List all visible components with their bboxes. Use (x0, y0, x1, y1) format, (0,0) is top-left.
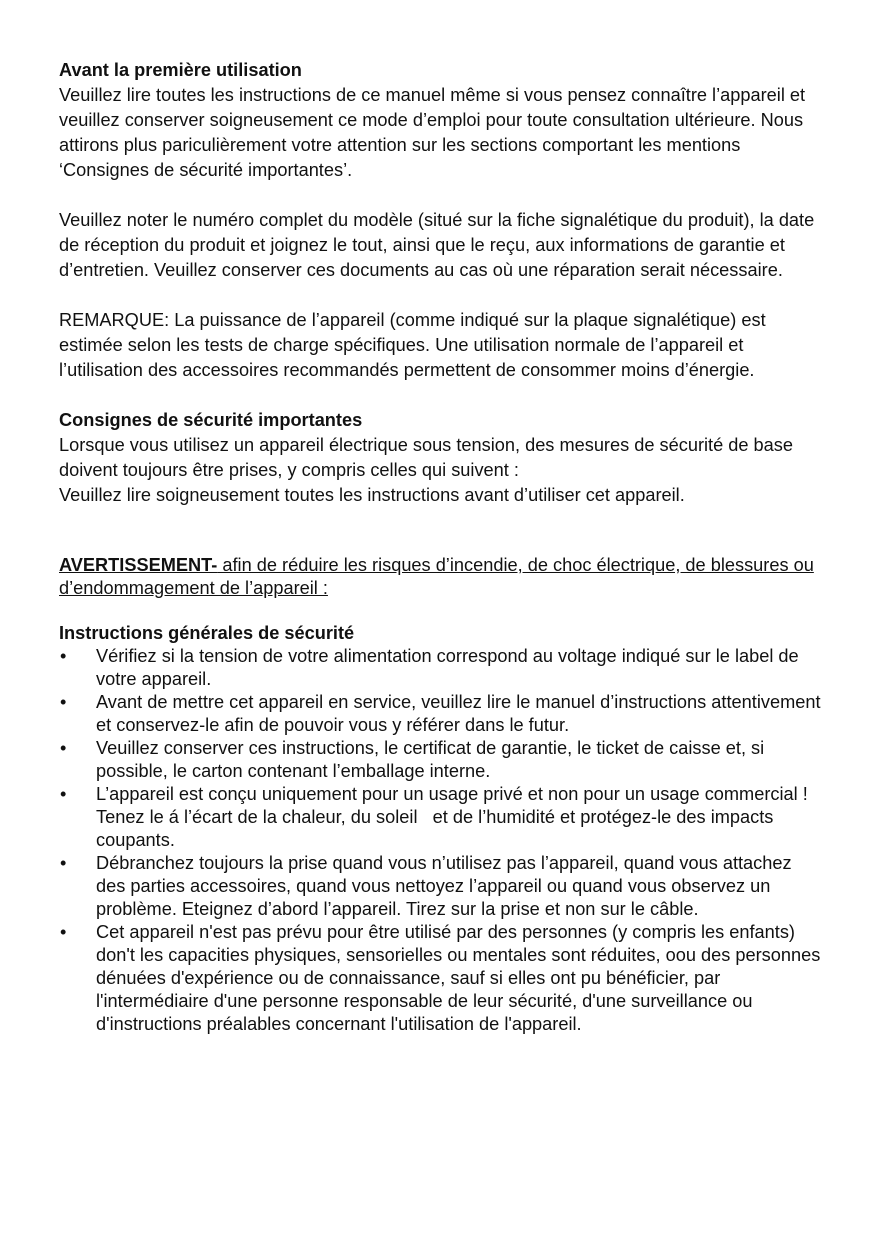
bullet-icon: • (60, 738, 67, 758)
list-item-text: Veuillez conserver ces instructions, le certificat de garantie, le ticket de caisse et, si possible, le carton contenant l’emballage interne. (96, 738, 765, 781)
warning-label: AVERTISSEMENT- (59, 555, 218, 575)
remark-paragraph: REMARQUE: La puissance de l’appareil (comme indiqué sur la plaque signalétique) est estimée selon les tests de charge spécifiques. Une utilisation normale de l’appareil et l’utilisation des accessoires recommandés permettent de consommer moins d’énergie. (59, 310, 766, 380)
list-item (59, 737, 824, 783)
safety-intro: Lorsque vous utilisez un appareil électrique sous tension, des mesures de sécurité de base doivent toujours être prises, y compris celles qui suivent : (59, 435, 793, 480)
safety-read-all: Veuillez lire soigneusement toutes les instructions avant d’utiliser cet appareil. (59, 485, 685, 505)
list-item-text: Avant de mettre cet appareil en service, veuillez lire le manuel d’instructions attentivement et conservez-le afin de pouvoir vous y référer dans le futur. (96, 692, 821, 735)
list-item (59, 921, 824, 1036)
bullet-icon: • (60, 646, 67, 666)
list-item-text: L’appareil est conçu uniquement pour un usage privé et non pour un usage commercial ! Tenez le á l’écart de la chaleur, du soleil et de l’humidité et protégez-le des impacts coupants. (96, 784, 813, 850)
safety-heading: Consignes de sécurité importantes (59, 410, 363, 430)
first-use-paragraph: Veuillez lire toutes les instructions de ce manuel même si vous pensez connaître l’appareil et veuillez conserver soigneusement ce mode d’emploi pour toute consultation ultérieure. Nous attirons plus pariculièrement votre attention sur les sections comportant les mentions ‘Consignes de sécurité importantes’. (59, 85, 806, 180)
manual-page (59, 58, 824, 1036)
spacer (59, 183, 824, 208)
list-item (59, 852, 824, 921)
list-item (59, 783, 824, 852)
list-item (59, 691, 824, 737)
list-item-text: Vérifiez si la tension de votre alimentation correspond au voltage indiqué sur le label de votre appareil. (96, 646, 799, 689)
bullet-icon: • (60, 922, 67, 942)
bullet-icon: • (60, 784, 67, 804)
spacer (59, 508, 824, 554)
list-item-text: Cet appareil n'est pas prévu pour être utilisé par des personnes (y compris les enfants) don't les capacities physiques, sensorielles ou mentales sont réduites, oou des personnes dénuées d'expérience ou de connaissance, sauf si elles ont pu bénéficier, par l'intermédiaire d'une personne responsable de leur sécurité, d'une surveillance ou d'instructions préalables concernant l'utilisation de l'appareil. (96, 922, 821, 1034)
general-instructions-list (59, 645, 824, 1036)
bullet-icon: • (60, 853, 67, 873)
model-number-paragraph: Veuillez noter le numéro complet du modèle (situé sur la fiche signalétique du produit), la date de réception du produit et joignez le tout, ainsi que le reçu, aux informations de garantie et d’entretien. Veuillez conserver ces documents au cas où une réparation serait nécessaire. (59, 210, 815, 280)
spacer (59, 600, 824, 622)
list-item (59, 645, 824, 691)
warning-statement (59, 554, 824, 600)
warning-text: afin de réduire les risques d’incendie, de choc électrique, de blessures ou d’endommagement de l’appareil : (59, 555, 814, 598)
list-item-text: Débranchez toujours la prise quand vous n’utilisez pas l’appareil, quand vous attachez des parties accessoires, quand vous nettoyez l’appareil ou quand vous observez un problème. Eteignez d’abord l’appareil. Tirez sur la prise et non sur le câble. (96, 853, 792, 919)
general-instructions-heading: Instructions générales de sécurité (59, 623, 355, 643)
first-use-heading: Avant la première utilisation (59, 60, 302, 80)
spacer (59, 383, 824, 408)
spacer (59, 283, 824, 308)
bullet-icon: • (60, 692, 67, 712)
